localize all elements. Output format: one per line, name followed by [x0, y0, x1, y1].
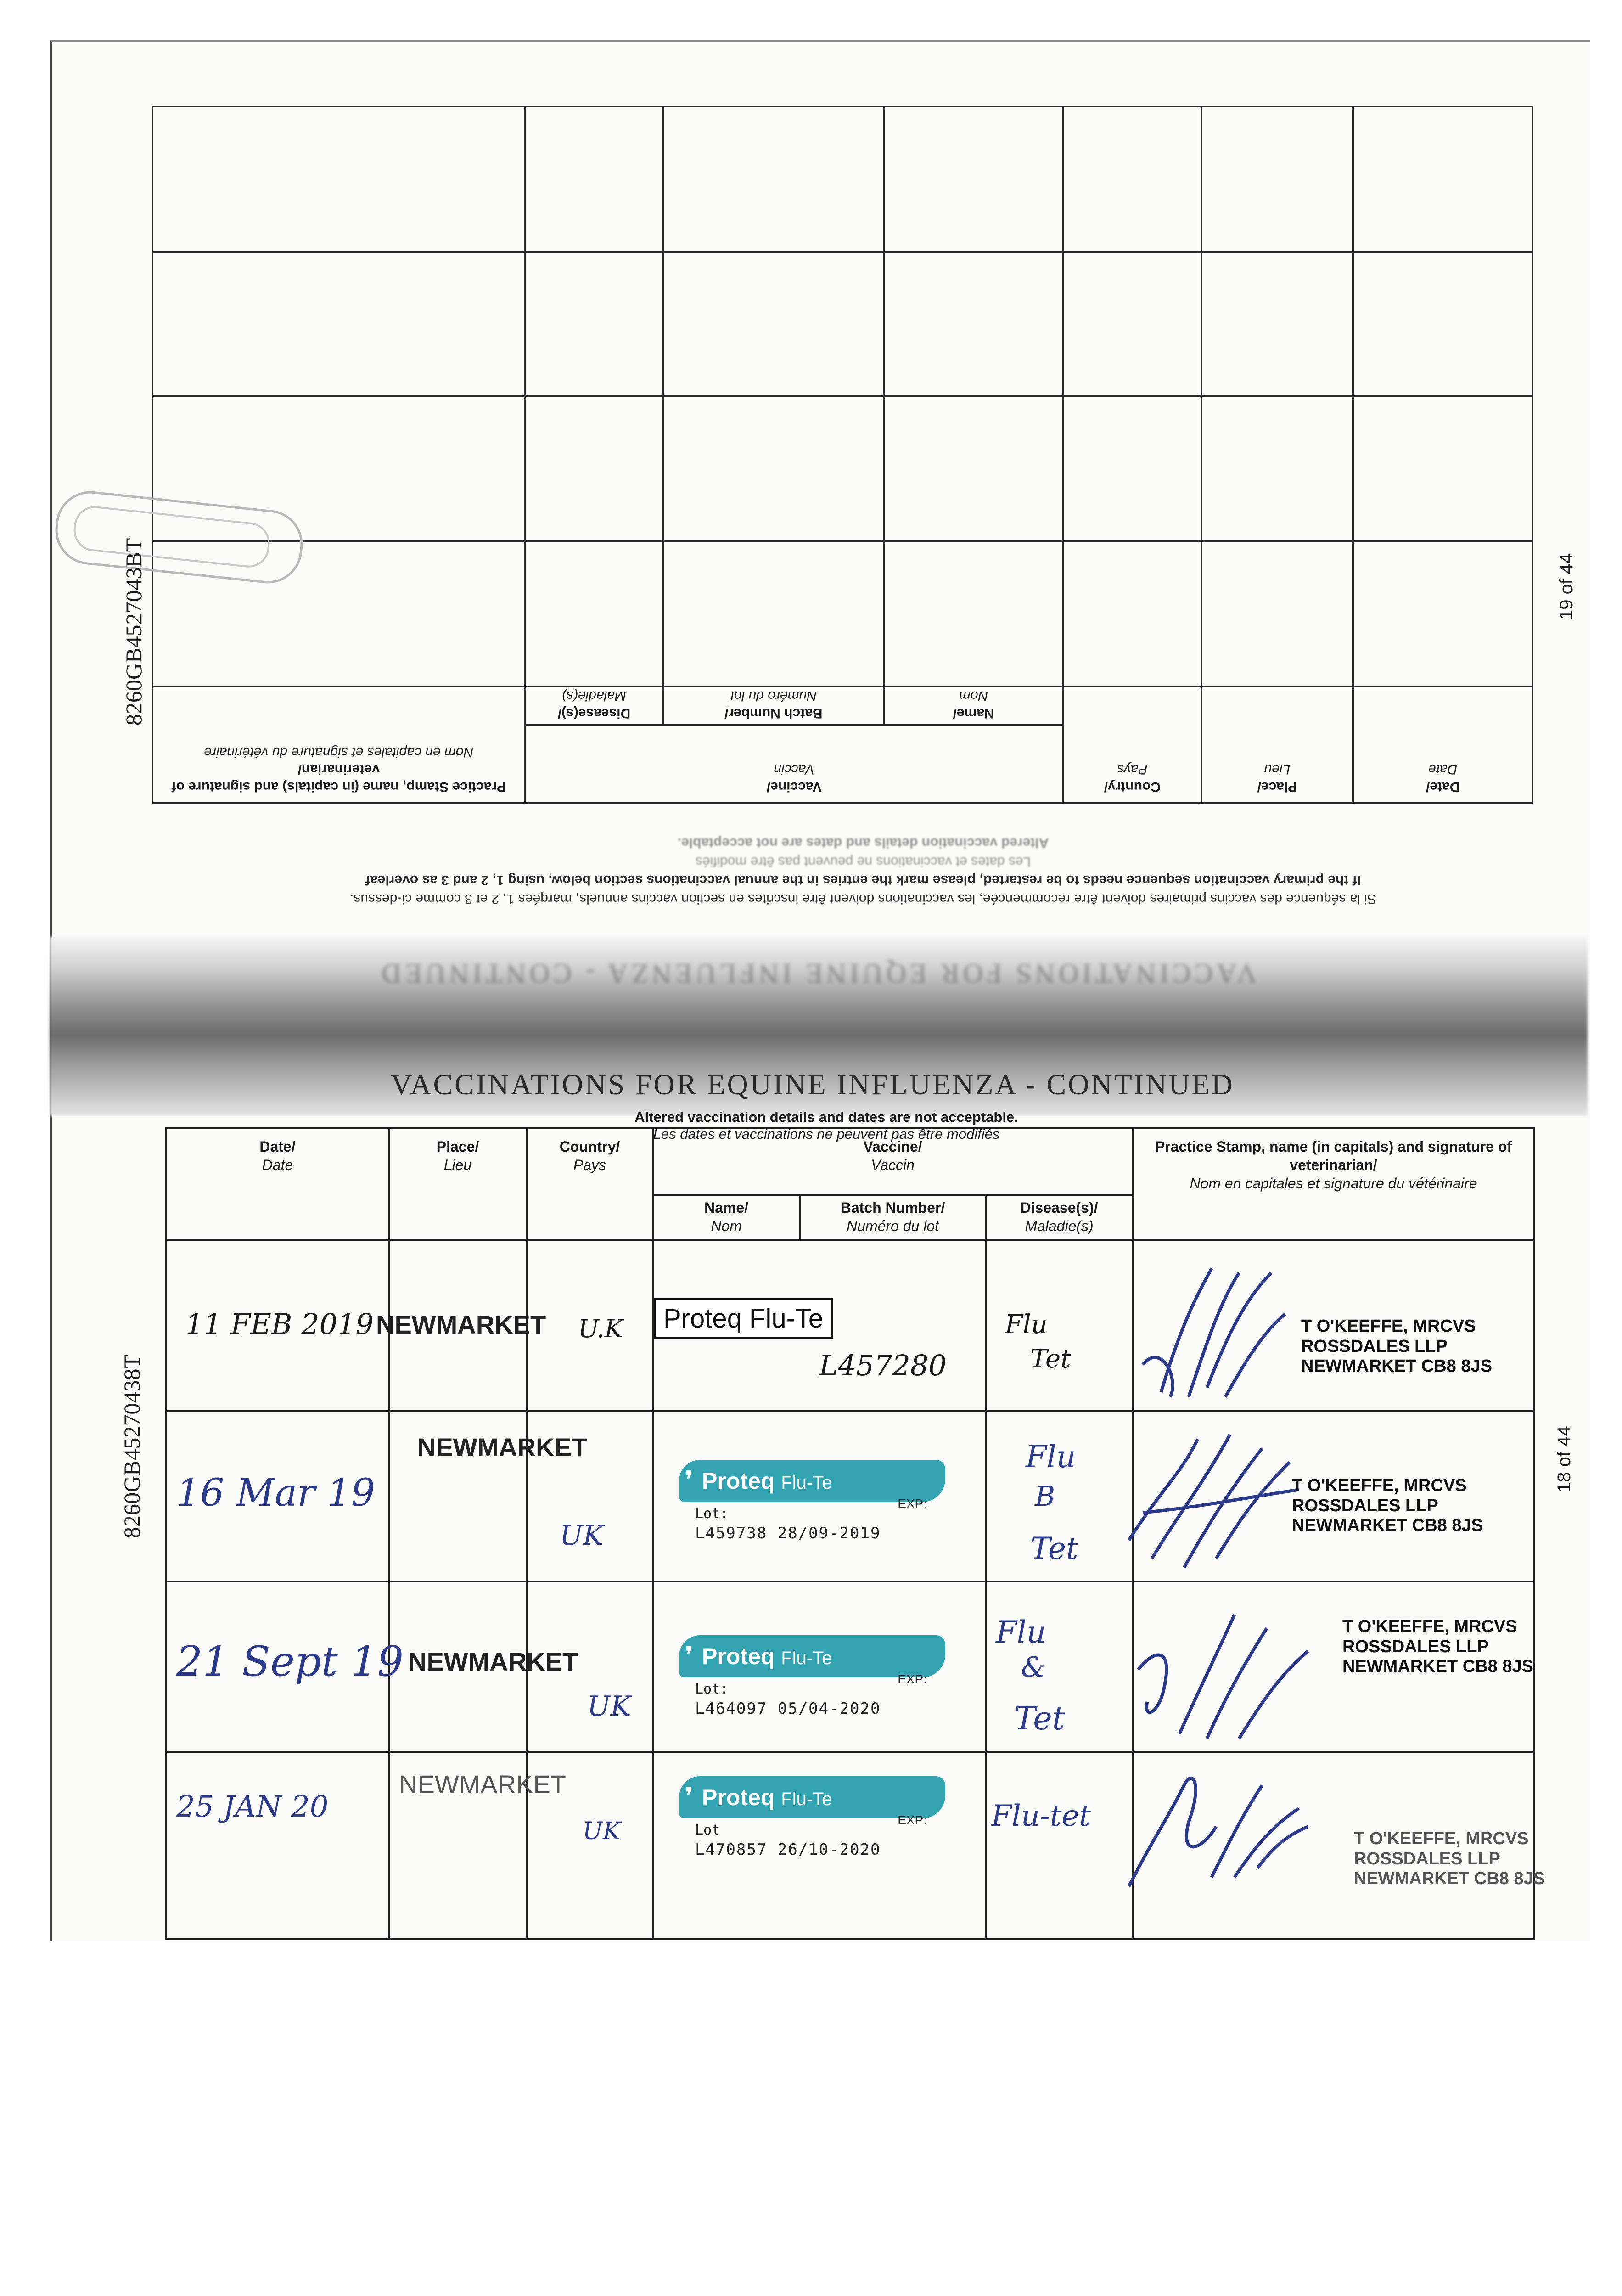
top-header-name: Name/ Nom	[884, 687, 1063, 725]
date-cell	[166, 1581, 404, 1752]
signature	[1129, 1601, 1322, 1748]
header-vaccine: Vaccine/ Vaccin	[653, 1128, 1133, 1195]
header-place: Place/ Lieu	[389, 1128, 527, 1240]
header-country: Country/ Pays	[527, 1128, 653, 1240]
place-value: NEWMARKET	[376, 1310, 546, 1339]
country-value: UK	[583, 1818, 621, 1845]
top-page-number: 19 of 44	[1556, 553, 1577, 620]
altered-notice-english: Altered vaccination details and dates are not acceptable.	[634, 1109, 1018, 1125]
top-empty-row	[152, 252, 1532, 397]
top-page-notes	[275, 833, 1451, 908]
header-disease: Disease(s)/ Maladie(s)	[986, 1195, 1133, 1240]
practice-stamp: T O'KEEFFE, MRCVS ROSSDALES LLP NEWMARKET CB8 8JS	[1342, 1617, 1533, 1677]
date-value: 25 JAN 20	[176, 1790, 329, 1824]
date-value: 11 FEB 2019	[185, 1307, 374, 1341]
disease-line: Flu-tet	[991, 1799, 1091, 1833]
altered-notice-french: Les dates et vaccinations ne peuvent pas être modifiés	[653, 1126, 1000, 1142]
place-cell	[376, 1240, 546, 1411]
country-cell	[527, 1581, 653, 1752]
practice-stamp: T O'KEEFFE, MRCVS ROSSDALES LLP NEWMARKET CB8 8JS	[1301, 1317, 1492, 1376]
disease-line: Flu	[996, 1615, 1046, 1650]
table-row	[166, 1581, 1534, 1752]
date-value: 16 Mar 19	[176, 1471, 375, 1515]
drop-icon: ❜	[685, 1643, 693, 1667]
vaccine-label-sticker: ❜ Proteq Flu-Te Lot: EXP: L459738 28/09-2019	[679, 1451, 945, 1561]
vaccine-cell	[653, 1581, 986, 1752]
table-row	[166, 1240, 1534, 1411]
disease-cell	[986, 1240, 1133, 1411]
disease-line: &	[1021, 1651, 1046, 1683]
bottom-page-id: 8260GB45270438T	[119, 1355, 145, 1538]
top-header-batch: Batch Number/ Numéro du lot	[663, 687, 884, 725]
altered-english-top: Altered vaccination details and dates are not acceptable.	[677, 835, 1049, 851]
vaccination-table	[165, 1127, 1545, 1940]
note-french: Si la séquence des vaccins primaires doivent être recommencée, les vaccinations doivent être inscrites en section vaccins annuels, marqées 1, 2 et 3 comme ci-dessus.	[349, 891, 1377, 906]
header-date: Date/ Date	[166, 1128, 389, 1240]
country-value: U.K	[578, 1314, 623, 1343]
country-cell	[527, 1411, 653, 1581]
signature	[1124, 1421, 1308, 1577]
country-cell	[527, 1240, 653, 1411]
top-empty-row	[152, 541, 1532, 687]
top-empty-row	[152, 107, 1532, 252]
date-cell	[166, 1240, 389, 1411]
batch-value: L459738 28/09-2019	[695, 1524, 881, 1542]
bottom-page-number: 18 of 44	[1554, 1426, 1574, 1492]
batch-value: L457280	[819, 1349, 947, 1382]
drop-icon: ❜	[685, 1468, 693, 1492]
practice-stamp: T O'KEEFFE, MRCVS ROSSDALES LLP NEWMARKET CB8 8JS	[1292, 1476, 1483, 1536]
country-value: UK	[587, 1690, 631, 1722]
disease-line: Flu	[1005, 1310, 1048, 1339]
disease-line: Tet	[1030, 1531, 1078, 1566]
stamp-cell	[1133, 1240, 1534, 1411]
place-value: NEWMARKET	[408, 1647, 578, 1676]
stamp-cell	[1133, 1752, 1545, 1939]
disease-line: Tet	[1030, 1344, 1071, 1374]
top-page-table	[152, 106, 1533, 804]
date-value: 21 Sept 19	[176, 1638, 404, 1686]
vaccine-name: Proteq Flu-Te	[654, 1298, 833, 1339]
date-cell	[166, 1752, 389, 1939]
country-value: UK	[560, 1519, 604, 1552]
vaccine-label-sticker: ❜ Proteq Flu-Te Lot: EXP: L464097 05/04-2020	[679, 1626, 945, 1736]
altered-french-top: Les dates et vaccinations ne peuvent pas être modifiés	[695, 854, 1031, 869]
top-header-disease: Disease(s)/ Maladie(s)	[525, 687, 663, 725]
disease-line: Flu	[1026, 1439, 1076, 1474]
top-page-id: 8260GB4527043BT	[121, 538, 146, 726]
top-header-place: Place/ Lieu	[1201, 687, 1353, 803]
top-header-stamp: Practice Stamp, name (in capitals) and signature of veterinarian/ Nom en capitales et signature du vétérinaire	[152, 687, 525, 803]
disease-cell	[986, 1411, 1133, 1581]
place-value: NEWMARKET	[399, 1770, 566, 1799]
disease-cell	[986, 1581, 1133, 1752]
header-batch: Batch Number/ Numéro du lot	[800, 1195, 986, 1240]
vaccine-cell	[653, 1752, 986, 1939]
disease-line: B	[1035, 1480, 1055, 1513]
drop-icon: ❜	[685, 1784, 693, 1808]
batch-value: L464097 05/04-2020	[695, 1699, 881, 1718]
date-cell	[166, 1411, 389, 1581]
place-value: NEWMARKET	[417, 1433, 588, 1462]
note-english: If the primary vaccination sequence needs to be restarted, please mark the entries in the annual vaccinations section below, using 1, 2 and 3 as overleaf	[365, 872, 1361, 888]
signature	[1124, 1758, 1317, 1909]
header-name: Name/ Nom	[653, 1195, 800, 1240]
header-stamp: Practice Stamp, name (in capitals) and signature of veterinarian/ Nom en capitales et signature du vétérinaire	[1133, 1128, 1534, 1240]
top-header-country: Country/ Pays	[1063, 687, 1201, 803]
signature	[1134, 1259, 1299, 1406]
blurred-fold-title: VACCINATIONS FOR EQUINE INFLUENZA - CONTINUED	[378, 958, 1257, 989]
top-header-date: Date/ Date	[1353, 687, 1532, 803]
top-header-vaccine: Vaccine/ Vaccin	[525, 725, 1063, 803]
top-empty-row	[152, 397, 1532, 542]
stamp-cell	[1133, 1411, 1534, 1581]
table-row	[166, 1411, 1534, 1581]
place-cell	[389, 1752, 566, 1939]
disease-cell	[986, 1752, 1133, 1939]
table-row	[166, 1752, 1534, 1939]
disease-line: Tet	[1014, 1699, 1065, 1737]
stamp-cell	[1133, 1581, 1534, 1752]
place-cell	[389, 1581, 578, 1752]
vaccine-cell	[653, 1411, 986, 1581]
country-cell	[527, 1752, 653, 1939]
page-title: VACCINATIONS FOR EQUINE INFLUENZA - CONTINUED	[391, 1068, 1235, 1101]
vaccine-cell	[653, 1240, 986, 1411]
vaccine-label-sticker: ❜ Proteq Flu-Te Lot EXP: L470857 26/10-2020	[679, 1767, 945, 1877]
practice-stamp: T O'KEEFFE, MRCVS ROSSDALES LLP NEWMARKET CB8 8JS	[1354, 1829, 1545, 1889]
batch-value: L470857 26/10-2020	[695, 1840, 881, 1859]
